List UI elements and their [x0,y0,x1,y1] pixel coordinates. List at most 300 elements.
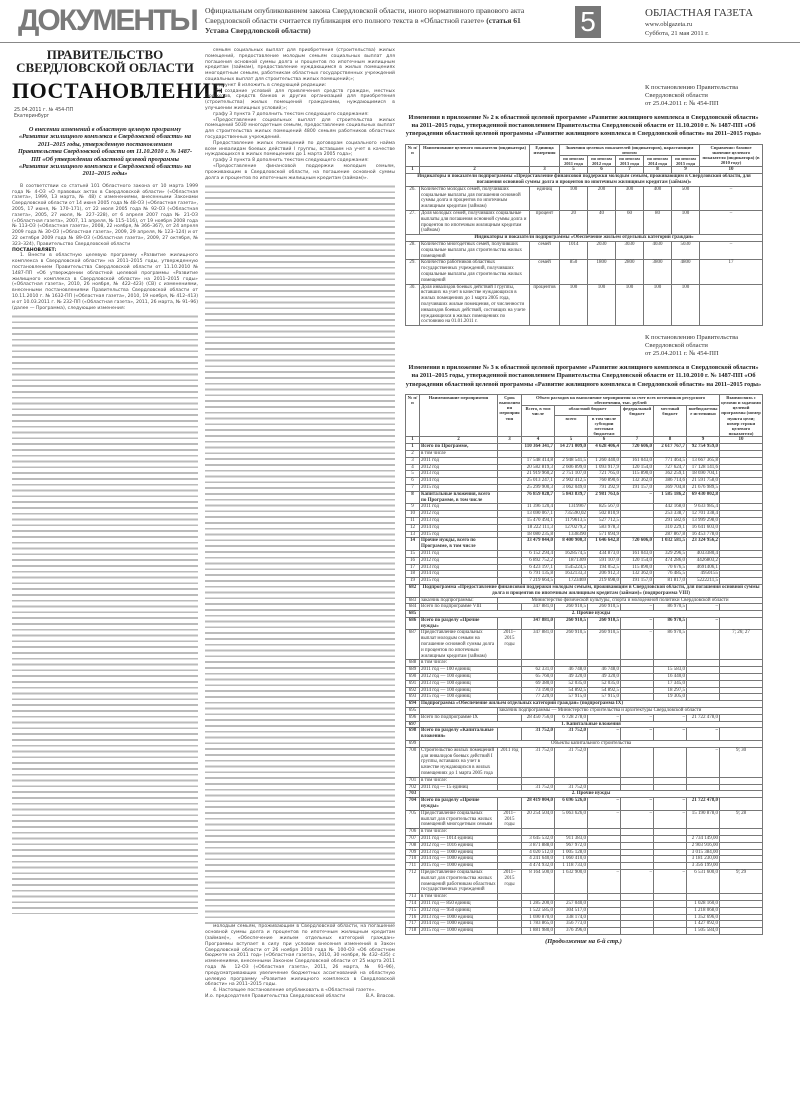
amount-cell: 6 152 294,4 [522,550,555,557]
amount-cell: 1 060 410,0 [555,856,588,863]
amount-cell: 115 890,0 [621,471,654,478]
activity-name: 2011 год [420,550,498,557]
activity-name: 2012 год — 950 единиц [420,907,498,914]
amount-cell [588,450,621,457]
activity-term [498,667,522,674]
link-cell [720,842,763,849]
activity-name: 2012 год [420,557,498,564]
amount-cell: 1 028 160,0 [687,900,720,907]
activity-term [498,894,522,901]
amount-cell: 4 474 932,0 [522,863,555,870]
col-regional-all: всего [555,415,588,437]
amount-cell: 5 843 839,7 [555,491,588,504]
customer-name: Министерство физической культуры, спорта и молодежной политики Свердловской области [498,597,763,604]
activity-name: в том числе: [420,777,498,784]
amount-cell: – [621,491,654,504]
amount-cell: – [621,728,654,741]
amount-cell: 2 734 149,00 [687,835,720,842]
table-row [406,186,763,210]
row-number: 706 [406,829,420,836]
amount-cell: 14 271 009,0 [555,444,588,451]
indicator-value: 100 [560,186,588,210]
section-heading: 2. Прочие нужды [420,791,763,798]
link-cell [720,777,763,784]
activity-name: 2011 год — 100 единиц [420,667,498,674]
amount-cell: 4 241 640,0 [522,856,555,863]
amount-cell: 86 970,5 [654,604,687,611]
ref-line: Свердловской области [645,92,708,99]
amount-cell: 13 667 365,8 [687,457,720,464]
activity-name: Капитальные вложения, всего по Программе, в том числе [420,491,498,504]
link-cell [720,538,763,551]
activity-name: 2013 год — 1000 единиц [420,849,498,856]
amount-cell: 4 628 406,4 [588,444,621,451]
link-cell [720,894,763,901]
amount-cell: 92 754 959,0 [687,444,720,451]
unit: процент [530,211,560,235]
amount-cell: 194 052,5 [588,564,621,571]
amount-cell: – [621,630,654,660]
amount-cell [654,914,687,921]
amount-cell [654,777,687,784]
amount-cell: 362 259,1 [654,471,687,478]
funding-table [405,394,763,935]
paragraph: графу 3 пункта 7 дополнить текстом следующего содержания: [213,111,369,117]
amount-cell: – [621,810,654,828]
amount-cell [555,894,588,901]
row-number: 30. [406,284,420,326]
amount-cell: – [654,869,687,893]
row-number: 15 [406,550,420,557]
amount-cell [588,660,621,667]
row-number: 7 [406,484,420,491]
amount-cell [621,928,654,935]
body-text-continuation [12,314,198,914]
amount-cell [621,687,654,694]
newspaper-name: ОБЛАСТНАЯ ГАЗЕТА [645,7,754,19]
amount-cell: 21 676 989,5 [687,484,720,491]
indicator-value: 100 [644,284,672,326]
amount-cell: 18 690 704,1 [687,471,720,478]
link-cell [720,531,763,538]
amount-cell: 57 915,0 [588,694,621,701]
amount-cell: 347 881,0 [522,630,555,660]
appendix-column [405,84,762,946]
amount-cell [654,907,687,914]
base-value: – [700,211,763,235]
amount-cell: 21 919 960,2 [522,471,555,478]
amount-cell: 791 392,9 [588,484,621,491]
table-row [406,869,763,893]
amount-cell: 15 470 494,1 [522,517,555,524]
amount-cell: 52 035,0 [555,680,588,687]
section-heading: Подпрограмма «Предоставление финансовой поддержки молодым семьям, проживающим в Свердловской области, для погашения основной суммы долга и процентов по ипотечным жилищным кредитам (займам)» (подпрограмма VIII) [420,584,763,597]
amount-cell: 12 701 338,4 [687,511,720,518]
row-number: 703 [406,791,420,798]
table-row [406,511,763,518]
amount-cell [588,863,621,870]
amount-cell: 161 043,0 [621,550,654,557]
link-cell [720,798,763,811]
table-row [406,728,763,741]
activity-term [498,491,522,504]
paragraph: В соответствии со статьей 101 Областного закона от 10 марта 1999 года № 4-ОЗ «О правовых актах в Свердловской области» («Областная газета», 1999, 13 марта, № 48) с изменениями, внесенными Законами Свердловской области от 14 июня 2005 года № 48-ОЗ («Областная газета», 2005, 17 июня, № 170–171), от 22 июля 2005 года № 92-ОЗ («Областная газета», 2005, 27 июля, № 227–228), от 6 апреля 2007 года № 21-ОЗ («Областная газета», 2007, 11 апреля, № 115–116), от 19 ноября 2008 года № 113-ОЗ («Областная газета», 2008, 22 ноября, № 366–367), от 24 апреля 2009 года № 30-ОЗ («Областная газета», 2009, 29 апреля, № 123–124) и от 22 октября 2009 года № 89-ОЗ («Областная газета», 2009, 27 октября, № 323–324), Правительство Свердловской области [12,183,198,247]
indicator-value: 300 [616,186,644,210]
activity-name: Всего по подпрограмме VIII [420,604,498,611]
row-number: 691 [406,680,420,687]
activity-term [498,464,522,471]
link-cell [720,444,763,451]
amount-cell: 967 972,0 [555,842,588,849]
customer-label: заказчик подпрограммы: [420,597,498,604]
amount-cell: 76 859 028,7 [522,491,555,504]
amount-cell: 18 297,5 [654,687,687,694]
amount-cell [687,784,720,791]
activity-term [498,471,522,478]
link-cell [720,856,763,863]
ref-line: от 25.04.2011 г. № 454-ПП [645,100,719,107]
amount-cell: 502 810,9 [588,511,621,518]
amount-cell: 18 222 111,3 [522,524,555,531]
activity-name: 2015 год [420,531,498,538]
amount-cell: 206 912,3 [588,571,621,578]
amount-cell: 2 617 767,7 [654,444,687,451]
amount-cell: 304 517,0 [555,907,588,914]
indicator-value: 1800 [588,260,616,284]
indicator-value: 100 [672,211,700,235]
indicator-value: 4800 [672,260,700,284]
amount-cell: 1 427 092,0 [687,921,720,928]
activity-term [498,928,522,935]
amount-cell [621,921,654,928]
activity-term [498,798,522,811]
amount-cell: 19 305,0 [654,694,687,701]
table-row [406,687,763,694]
amount-cell: 1338390 [555,531,588,538]
row-number: 696 [406,714,420,721]
paragraph: «Предоставление социальных выплат для строительства жилых помещений 5030 многодетным семьям, предоставление социальных выплат для строительства жилых помещений 4800 семьям работников областных государственных учреждений. [205,117,395,140]
indicator-value: 850 [560,260,588,284]
row-number: 708 [406,842,420,849]
row-number: 28. [406,241,420,259]
table-row [406,578,763,585]
amount-cell [621,511,654,518]
amount-cell: 46 748,0 [555,667,588,674]
link-cell [720,835,763,842]
amount-cell: 1 218 068,0 [687,907,720,914]
amount-cell [621,504,654,511]
indicator-value: 1014 [560,241,588,259]
amount-cell [654,894,687,901]
amount-cell: – [654,798,687,811]
amount-cell: 3 871 888,0 [522,842,555,849]
col-base: Справочно: базовое значение целевого показателя (индикатора) (в 2010 году) [700,144,763,167]
table-row [406,694,763,701]
amount-cell: 369 704,8 [654,484,687,491]
indicator-value: 2030 [588,241,616,259]
amount-cell: – [621,869,654,893]
row-number: 713 [406,894,420,901]
activity-name: 2012 год [420,464,498,471]
activity-term [498,863,522,870]
decree-column-middle [205,48,395,1000]
amount-cell: 1 522 585,0 [522,907,555,914]
amount-cell [687,687,720,694]
activity-term [498,694,522,701]
indicator-name: Доля молодых семей, получивших социальные выплаты для погашения основной суммы долга и процентов по ипотечным жилищным кредитам (займам) [420,211,530,235]
row-number: 19 [406,578,420,585]
amount-cell: 49 320,0 [588,674,621,681]
col-local: местный бюджет [654,406,687,437]
amount-cell [654,842,687,849]
base-value [700,284,763,326]
amount-cell: – [654,810,687,828]
amount-cell [654,921,687,928]
indicator-value: 5030 [672,241,700,259]
amount-cell: – [654,714,687,721]
amount-cell: 721 765,0 [588,471,621,478]
amount-cell: 727 624,7 [654,464,687,471]
col-name: Наименование целевого показателя (индикатора) [420,144,530,167]
activity-name: 2012 год — 1016 единиц [420,842,498,849]
column-index: 7 [616,167,644,174]
indicator-value: 3030 [616,241,644,259]
link-cell [720,550,763,557]
col-year: по итогам 2013 года [616,156,644,167]
indicator-name: Количество многодетных семей, получивших социальные выплаты для строительства жилых помещений [420,241,530,259]
amount-cell: 4426803,2 [687,557,720,564]
table-row [406,484,763,491]
activity-name: 2013 год [420,564,498,571]
amount-cell [621,747,654,777]
amount-cell: 110 364 341,7 [522,444,555,451]
row-number: 715 [406,907,420,914]
table-row [406,597,763,604]
link-cell [720,578,763,585]
row-number: 18 [406,571,420,578]
customer-name: заказчик подпрограммы — Министерство строительства и архитектуры Свердловской области [498,708,763,715]
row-number: 689 [406,667,420,674]
amount-cell: 21 722 478,0 [687,798,720,811]
decree-subject: О внесении изменений в областную целевую программу «Развитие жилищного комплекса в Свердловской области» на 2011–2015 годы, утвержденную постановлением Правительства Свердловской области от 11.10.2010 г. № 1487-ПП «Об утверждении областной целевой программы «Развитие жилищного комплекса в Свердловской области» на 2011–2015 годы» [17,126,193,178]
amount-cell [588,777,621,784]
activity-term [498,484,522,491]
amount-cell: 4 020 512,0 [522,849,555,856]
activity-name: Всего по разделу «Капитальные вложения» [420,728,498,741]
amount-cell: 4691406,1 [687,564,720,571]
row-number: 701 [406,777,420,784]
amount-cell: – [621,798,654,811]
table-row [406,747,763,777]
amount-cell: 69 380,0 [522,680,555,687]
amount-cell: 1270279,2 [555,524,588,531]
row-number: 683 [406,597,420,604]
amount-cell: 583 978,3 [588,524,621,531]
amount-cell: 1632133,3 [555,571,588,578]
table-row [406,531,763,538]
table-row [406,611,763,618]
activity-term: 2011–2015 годы [498,630,522,660]
activity-name: 2011 год — 15 единиц [420,784,498,791]
newspaper-url[interactable]: www.oblgazeta.ru [645,21,693,28]
table-row [406,674,763,681]
table-row [406,617,763,630]
row-number: 714 [406,900,420,907]
link-cell: 9; 28 [720,810,763,828]
indicator-value: 500 [672,186,700,210]
row-number: 3 [406,457,420,464]
amount-cell [588,928,621,935]
gov-name-1: ПРАВИТЕЛЬСТВО [46,47,164,62]
amount-cell: 1723469 [555,578,588,585]
amount-cell: 31 752,0 [555,728,588,741]
amount-cell [555,829,588,836]
row-number: 29. [406,260,420,284]
indicator-value: 400 [644,186,672,210]
row-number: 694 [406,701,420,708]
row-number: 12 [406,524,420,531]
amount-cell [621,517,654,524]
row-number: 687 [406,630,420,660]
table-row [406,835,763,842]
activity-term [498,842,522,849]
link-cell [720,714,763,721]
amount-cell: 260 910,5 [588,617,621,630]
amount-cell: 1545224,5 [555,564,588,571]
amount-cell [522,450,555,457]
amount-cell: 15 583,0 [654,667,687,674]
amount-cell: 54 892,5 [555,687,588,694]
amount-cell [621,900,654,907]
amount-cell: – [687,747,720,777]
activity-term [498,674,522,681]
amount-cell: 17 548 414,8 [522,457,555,464]
amount-cell: 5 063 626,0 [555,810,588,828]
col-regional-subsidies: в том числе субсидии местным бюджетам [588,415,621,437]
row-number: 10 [406,511,420,518]
col-term: Срок выполнения мероприятия [498,394,522,437]
amount-cell: 18 080 235,8 [522,531,555,538]
link-cell [720,728,763,741]
row-number: 693 [406,694,420,701]
activity-term [498,564,522,571]
amount-cell: 1 505 584,0 [687,928,720,935]
body-text-continuation [205,184,395,924]
amount-cell [621,694,654,701]
table-row [406,284,763,326]
amount-cell: 20 254 504,0 [522,810,555,828]
link-cell [720,863,763,870]
amount-cell: 21 591 758,0 [687,478,720,485]
amount-cell: 76 485,5 [654,571,687,578]
table-row [406,900,763,907]
amount-cell: – [687,604,720,611]
amount-cell: 347 881,0 [522,617,555,630]
page-header [0,0,800,43]
link-cell: 7; 26; 27 [720,630,763,660]
link-cell [720,784,763,791]
amount-cell [621,863,654,870]
amount-cell: – [588,869,621,893]
amount-cell: 1 352 696,0 [687,914,720,921]
amount-cell: 6 531 600,0 [687,869,720,893]
table-row [406,708,763,715]
link-cell [720,694,763,701]
amount-cell [654,747,687,777]
section-heading: Индикаторы и показатели подпрограммы «Обеспечение жильем отдельных категорий граждан» [406,235,763,242]
amount-cell: 434 873,0 [588,550,621,557]
column-index: 2 [420,167,530,174]
unit: единиц [530,186,560,210]
amount-cell: 771 464,5 [654,457,687,464]
row-number: 26. [406,186,420,210]
activity-term [498,777,522,784]
column-index: 1 [406,167,420,174]
gov-name-2: СВЕРДЛОВСКОЙ ОБЛАСТИ [16,60,194,75]
activity-term [498,450,522,457]
table-row [406,701,763,708]
column-index: 9 [687,437,720,444]
decree-title: ПОСТАНОВЛЕНИЕ [12,78,227,103]
amount-cell [588,900,621,907]
link-cell [720,680,763,687]
link-cell [720,484,763,491]
activity-name: Предоставление социальных выплат для строительства жилых помещений работникам областных государственных учреждений [421,869,496,893]
amount-cell [687,694,720,701]
activity-term [498,524,522,531]
amount-cell [588,835,621,842]
row-number: 17 [406,564,420,571]
amount-cell: 386 714,6 [654,478,687,485]
col-name: Наименование мероприятия [420,394,498,437]
table1-title: Изменения в приложение № 2 к областной целевой программе «Развитие жилищного комплекса в Свердловской области» на 2011–2015 годы, утвержденной постановлением Правительства Свердловской области от 11.10.2010 г. № 1487-ПП «Об утверждении областной целевой программы «Развитие жилищного комплекса в Свердловской области» на 2011–2015 годы» [405,114,762,138]
unit: семей [530,241,560,259]
amount-cell [687,829,720,836]
amount-cell [621,784,654,791]
amount-cell: 338 174,0 [555,914,588,921]
amount-cell: – [621,604,654,611]
page-number: 5 [575,6,601,38]
activity-name: 2014 год [420,478,498,485]
amount-cell: 31 752,0 [555,747,588,777]
paragraph: «8) создание условий для привлечения средств граждан, местных бюджетов, средств банков и других организаций для приобретения (строительства) жилых помещений гражданами, нуждающимися в улучшении жилищных условий;»; [205,88,395,111]
amount-cell: 571 694,9 [588,531,621,538]
amount-cell: 17 128 141,6 [687,464,720,471]
amount-cell [687,894,720,901]
amount-cell: 8 164 500,0 [522,869,555,893]
activity-name: 2015 год — 1000 единиц [420,863,498,870]
base-value: – [700,241,763,259]
amount-cell: – [621,714,654,721]
link-cell [720,617,763,630]
activity-name: Всего по подпрограмме IX [420,714,498,721]
amount-cell: 9 633 985,4 [687,504,720,511]
indicator-value: 3800 [644,260,672,284]
amount-cell: – [588,714,621,721]
column-index: 8 [644,167,672,174]
col-volume: Объем расходов на выполнение мероприятия за счет всех источников ресурсного обеспечения, тыс. рублей [522,394,720,405]
amount-cell [654,784,687,791]
amount-cell: 11 396 120,4 [522,504,555,511]
amount-cell [588,747,621,777]
amount-cell: 120 154,0 [621,557,654,564]
link-cell [720,667,763,674]
table-row [406,798,763,811]
column-index: 1 [406,437,420,444]
row-number: 704 [406,798,420,811]
paragraph: 4. Настоящее постановление опубликовать в «Областной газете». [213,988,376,994]
column-index: 3 [530,167,560,174]
